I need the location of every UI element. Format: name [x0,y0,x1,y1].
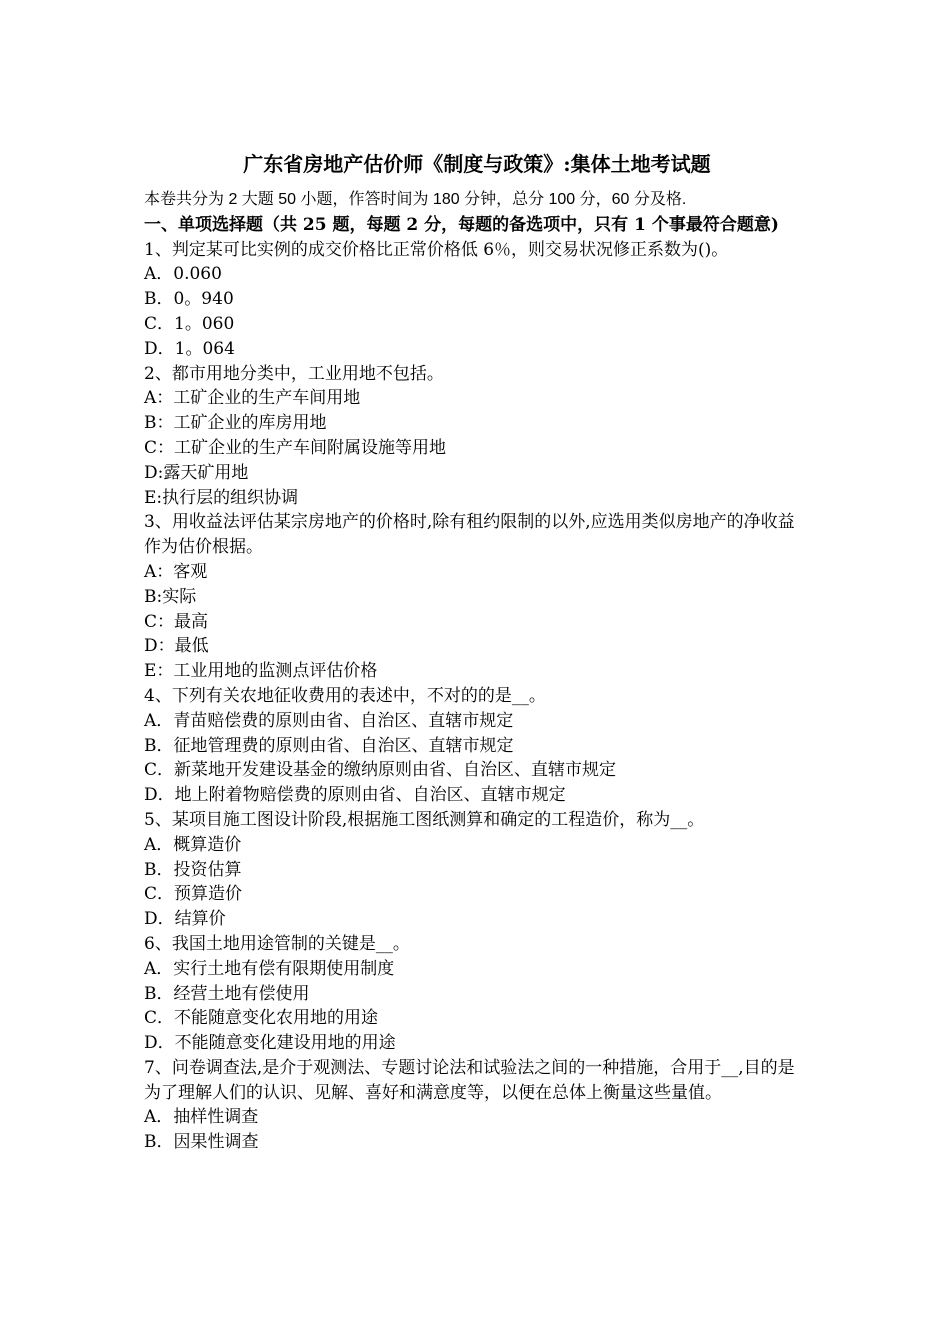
answer-option: C：工矿企业的生产车间附属设施等用地 [144,437,447,458]
answer-option: E：工业用地的监测点评估价格 [144,661,378,682]
answer-option: C：最高 [144,611,209,632]
answer-option: D．结算价 [144,909,226,930]
question-block [144,238,810,362]
answer-option: C．新菜地开发建设基金的缴纳原则由省、自治区、直辖市规定 [144,760,617,781]
answer-option: B：工矿企业的库房用地 [144,413,327,434]
question-block [144,362,810,511]
question-block [144,510,810,684]
question-block [144,1056,810,1155]
question-block [144,932,810,1056]
answer-option: A．概算造价 [144,834,242,855]
answer-option: A．青苗赔偿费的原则由省、自治区、直辖市规定 [144,710,514,731]
answer-option: B．征地管理费的原则由省、自治区、直辖市规定 [144,735,514,756]
answer-option: A：客观 [144,561,208,582]
answer-option: E:执行层的组织协调 [144,487,299,508]
question-stem: 7、问卷调查法,是介于观测法、专题讨论法和试验法之间的一种措施，合用于__,目的是为了理解人们的认识、见解、喜好和满意度等，以便在总体上衡量这些量值。 [144,1057,795,1103]
question-stem: 4、下列有关农地征收费用的表述中，不对的的是__。 [144,685,546,706]
answer-option: C．1。060 [144,313,235,334]
exam-intro: 本卷共分为 2 大题 50 小题，作答时间为 180 分钟，总分 100 分，60 分及格. [144,191,687,208]
answer-option: A：工矿企业的生产车间用地 [144,388,361,409]
answer-option: D．地上附着物赔偿费的原则由省、自治区、直辖市规定 [144,785,566,806]
question-stem: 5、某项目施工图设计阶段,根据施工图纸测算和确定的工程造价，称为__。 [144,809,705,830]
answer-option: D:露天矿用地 [144,462,249,483]
answer-option: D．不能随意变化建设用地的用途 [144,1033,396,1054]
question-stem: 6、我国土地用途管制的关键是__。 [144,933,410,954]
answer-option: A．0.060 [144,264,222,285]
answer-option: A．实行土地有偿有限期使用制度 [144,958,395,979]
question-block [144,684,810,808]
answer-option: C．预算造价 [144,884,243,905]
answer-option: B．0。940 [144,289,234,310]
answer-option: D：最低 [144,636,209,657]
question-block [144,808,810,932]
answer-option: B．因果性调查 [144,1132,259,1153]
answer-option: B:实际 [144,586,197,607]
answer-option: D．1。064 [144,338,235,359]
document-page [144,150,810,1155]
answer-option: C．不能随意变化农用地的用途 [144,1008,379,1029]
question-stem: 2、都市用地分类中，工业用地不包括。 [144,363,444,384]
answer-option: A．抽样性调查 [144,1107,259,1128]
question-stem: 3、用收益法评估某宗房地产的价格时,除有租约限制的以外,应选用类似房地产的净收益作为估价根据。 [144,512,795,558]
section-heading: 一、单项选择题（共 25 题，每题 2 分，每题的备选项中，只有 1 个事最符合题意) [144,214,779,235]
answer-option: B．投资估算 [144,859,242,880]
question-stem: 1、判定某可比实例的成交价格比正常价格低 6％，则交易状况修正系数为()。 [144,239,729,260]
question-list [144,238,810,1155]
answer-option: B．经营土地有偿使用 [144,983,310,1004]
document-title: 广东省房地产估价师《制度与政策》:集体土地考试题 [243,152,711,176]
